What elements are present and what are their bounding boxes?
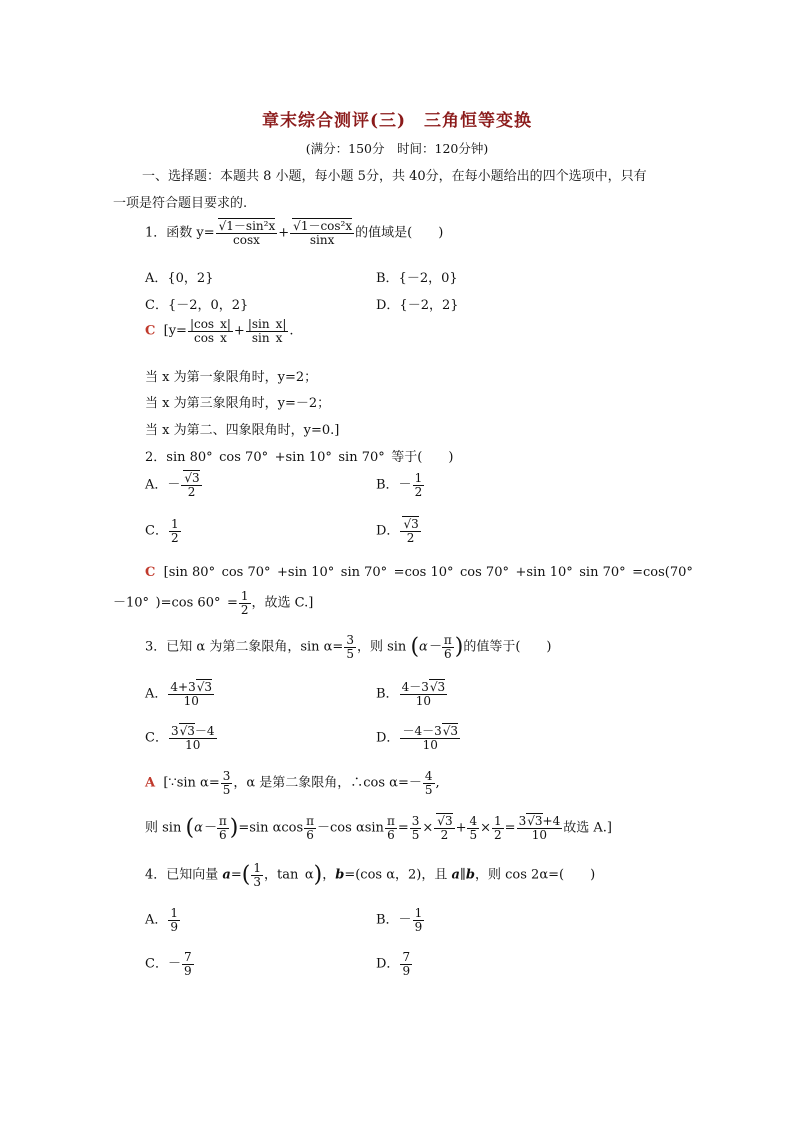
- fraction: $\frac{3√ 3+4}{10}$: [517, 815, 563, 841]
- fraction: $\frac{3}{5}$: [222, 769, 231, 797]
- q2-option-b: B．－ $\frac{1}{2}$: [376, 471, 423, 499]
- q1-option-b: B．{－2，0}: [376, 271, 458, 286]
- fraction: √ $\frac{3}{2}$: [434, 815, 454, 841]
- q3-option-c: C． $\frac{3√ 3-4}{10}$: [145, 725, 218, 751]
- q2-option-d: D． √ $\frac{3}{2}$: [376, 518, 422, 544]
- fraction: $\frac{1}{2}$: [494, 814, 502, 842]
- question-4-stem: 4．已知向量 a=( $\frac{1}{3}$ ，tan α)，b=(cos α，2)，且 a∥b，则 cos 2α=( ): [145, 861, 596, 889]
- fraction: $\frac{4+3√ 3}{10}$: [168, 681, 214, 707]
- question-1-stem: 1．函数 y= √ $\frac{\text{1－sin²x}}{\cos x}$ + √ $\frac{\text{1－cos²x}}{\sin x}$ 的值域是( ): [145, 220, 443, 246]
- fraction: $\frac{3}{5}$: [411, 814, 420, 842]
- q4-option-d: D． $\frac{7}{9}$: [376, 950, 411, 978]
- q2-solution: C [sin 80° cos 70° +sin 10° sin 70° =cos 10° cos 70° +sin 10° sin 70° =cos(70°: [145, 565, 693, 580]
- fraction: $\frac{3√ 3-4}{10}$: [169, 725, 217, 751]
- fraction: $\frac{4}{5}$: [469, 814, 478, 842]
- fraction: $\frac{1}{2}$: [414, 471, 423, 499]
- q1-option-c: C．{－2，0，2}: [145, 298, 249, 313]
- page-subtitle: (满分：150分 时间：120分钟): [305, 141, 489, 156]
- fraction: $\frac{\pi}{6}$: [443, 633, 452, 661]
- fraction: √ $\frac{\text{1－cos²x}}{\sin x}$: [290, 220, 354, 246]
- q3-option-a: A． $\frac{4+3√ 3}{10}$: [145, 681, 215, 707]
- fraction: $\frac{\text{|sin x|}}{\text{sin x}}$: [247, 317, 287, 345]
- q3-option-b: B． $\frac{4-3√ 3}{10}$: [376, 681, 448, 707]
- q3-option-d: D． $\frac{-4-3√ 3}{10}$: [376, 725, 461, 751]
- q1-option-a: A．{0，2}: [145, 271, 214, 286]
- q2-option-c: C． $\frac{1}{2}$: [145, 517, 179, 545]
- q4-option-b: B．－ $\frac{1}{9}$: [376, 906, 423, 934]
- q2-solution-cont: －10° )=cos 60° = $\frac{1}{2}$ ，故选 C.]: [113, 589, 314, 617]
- fraction: $\frac{-4-3√ 3}{10}$: [400, 725, 460, 751]
- q1-solution-line: 当 x 为第二、四象限角时，y=0.]: [145, 423, 340, 438]
- answer-label: A: [145, 775, 156, 791]
- fraction: $\frac{1}{2}$: [170, 517, 179, 545]
- fraction: $\frac{4}{5}$: [424, 769, 433, 797]
- fraction: $\frac{1}{9}$: [414, 906, 423, 934]
- fraction: √ $\frac{3}{2}$: [181, 472, 201, 498]
- q1-option-d: D．{－2，2}: [376, 298, 459, 313]
- fraction: $\frac{7}{9}$: [183, 950, 192, 978]
- fraction: $\frac{7}{9}$: [402, 950, 411, 978]
- fraction: $\frac{4-3√ 3}{10}$: [400, 681, 448, 707]
- fraction: $\frac{\text{|cos x|}}{\text{cos x}}$: [189, 317, 231, 345]
- fraction: $\frac{1}{3}$: [253, 861, 261, 889]
- fraction: $\frac{\pi}{6}$: [306, 814, 315, 842]
- section-intro-cont: 一项是符合题目要求的.: [113, 196, 248, 211]
- fraction: $\frac{\pi}{6}$: [386, 814, 395, 842]
- q3-solution: A [∵sin α= $\frac{3}{5}$ ，α 是第二象限角，∴cos α=－ $\frac{4}{5}$ ,: [145, 769, 440, 797]
- q4-option-a: A． $\frac{1}{9}$: [145, 906, 179, 934]
- page-title: 章末综合测评(三) 三角恒等变换: [261, 111, 533, 131]
- question-2-stem: 2．sin 80° cos 70° +sin 10° sin 70° 等于( ): [145, 450, 454, 465]
- fraction: $\frac{3}{5}$: [346, 633, 354, 661]
- q1-solution-line: 当 x 为第一象限角时，y=2；: [145, 370, 318, 385]
- fraction: $\frac{1}{2}$: [240, 589, 249, 617]
- q3-solution-cont: 则 sin (α－ $\frac{\pi}{6}$ )=sin αcos $\frac{\pi}{6}$ －cos αsin $\frac{\pi}{6}$ = $\frac{3}{5}$ × √ $\frac{3}{2}$ + $\frac{4}{5}$ × $\frac{1}{2}$ = $\frac{3√ 3+4}{10}$ 故选 A.]: [145, 815, 612, 841]
- q2-option-a: A．－ √ $\frac{3}{2}$: [145, 472, 203, 498]
- q4-option-c: C．－ $\frac{7}{9}$: [145, 950, 192, 978]
- answer-label: C: [145, 565, 156, 580]
- fraction: √ $\frac{3}{2}$: [400, 518, 420, 544]
- fraction: $\frac{1}{9}$: [170, 906, 179, 934]
- section-intro: 一、选择题：本题共 8 小题，每小题 5分，共 40分，在每小题给出的四个选项中，只有: [142, 169, 647, 184]
- fraction: $\frac{\pi}{6}$: [218, 814, 227, 842]
- fraction: √ $\frac{\text{1－sin²x}}{\cos x}$: [216, 220, 278, 246]
- q1-solution: C [y= $\frac{\text{|cos x|}}{\text{cos x}}$ + $\frac{\text{|sin x|}}{\text{sin x}}$ .: [145, 317, 294, 345]
- answer-label: C: [145, 323, 156, 339]
- question-3-stem: 3．已知 α 为第二象限角，sin α= $\frac{3}{5}$ ，则 sin (α－ $\frac{\pi}{6}$ )的值等于( ): [145, 633, 552, 661]
- q1-solution-line: 当 x 为第三象限角时，y=－2；: [145, 396, 331, 411]
